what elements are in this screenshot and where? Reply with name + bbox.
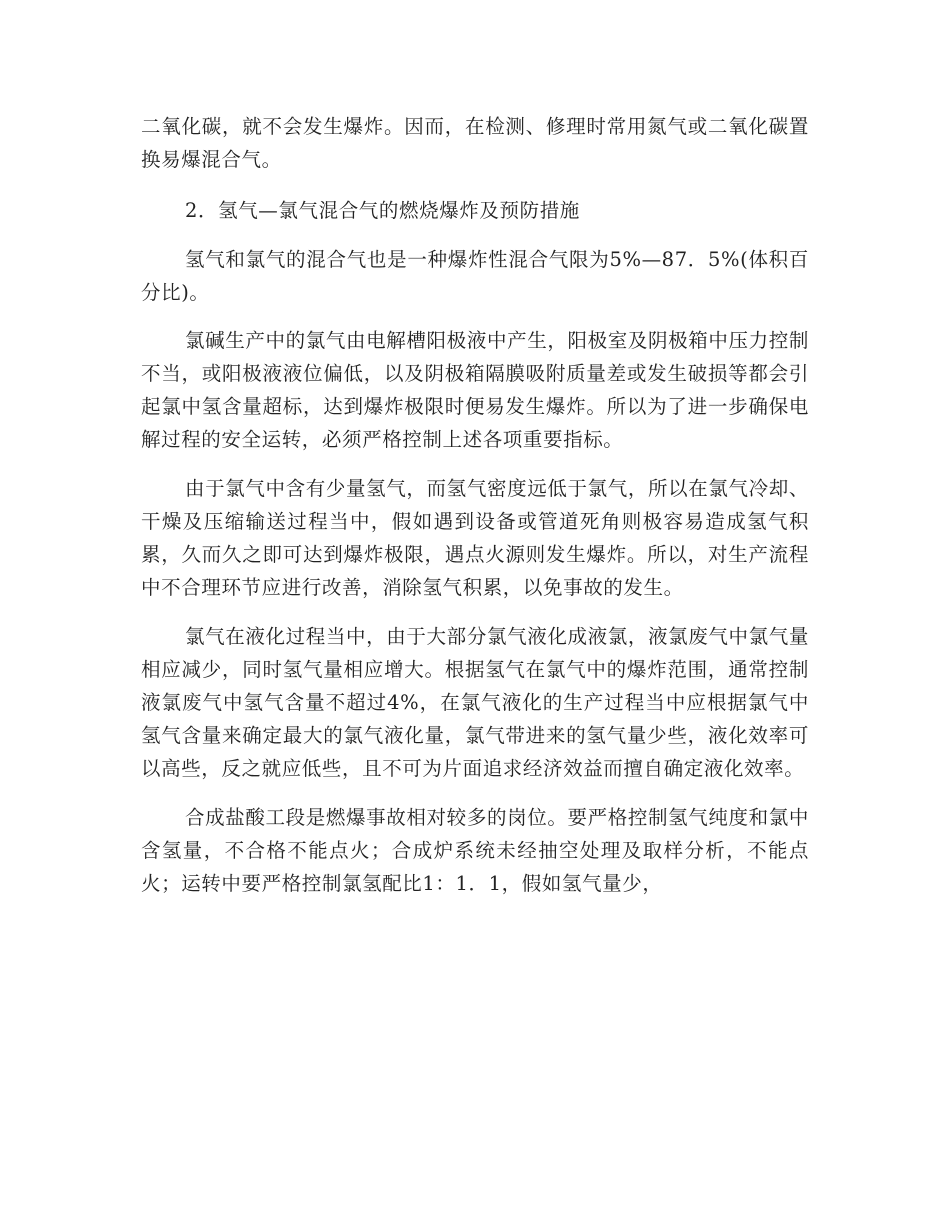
paragraph-hydrochloric-acid: 合成盐酸工段是燃爆事故相对较多的岗位。要严格控制氢气纯度和氯中含氢量，不合格不能点火；合成炉系统未经抽空处理及取样分析，不能点火；运转中要严格控制氯氢配比1：1．1，假如氢气量少， <box>141 806 809 895</box>
paragraph-explosive-limits: 氢气和氯气的混合气也是一种爆炸性混合气限为5%—87．5%(体积百分比)。 <box>141 248 809 304</box>
document-page <box>141 110 809 900</box>
section-heading-hydrogen-chlorine: 2．氢气—氯气混合气的燃烧爆炸及预防措施 <box>185 199 580 222</box>
paragraph-co2-replacement: 二氧化碳，就不会发生爆炸。因而，在检测、修理时常用氮气或二氧化碳置换易爆混合气。 <box>141 115 809 171</box>
paragraph-electrolysis-control: 氯碱生产中的氯气由电解槽阳极液中产生，阳极室及阴极箱中压力控制不当，或阳极液液位偏低，以及阴极箱隔膜吸附质量差或发生破损等都会引起氯中氢含量超标，达到爆炸极限时便易发生爆炸。所以为了进一步确保电解过程的安全运转，必须严格控制上述各项重要指标。 <box>141 329 809 451</box>
paragraph-liquefaction: 氯气在液化过程当中，由于大部分氯气液化成液氯，液氯废气中氯气量相应减少，同时氢气量相应增大。根据氢气在氯气中的爆炸范围，通常控制液氯废气中氢气含量不超过4%，在氯气液化的生产过程当中应根据氯气中氢气含量来确定最大的氯气液化量，氯气带进来的氢气量少些，液化效率可以高些，反之就应低些，且不可为片面追求经济效益而擅自确定液化效率。 <box>141 625 809 780</box>
paragraph-hydrogen-accumulation: 由于氯气中含有少量氢气，而氢气密度远低于氯气，所以在氯气冷却、干燥及压缩输送过程当中，假如遇到设备或管道死角则极容易造成氢气积累，久而久之即可达到爆炸极限，遇点火源则发生爆炸。所以，对生产流程中不合理环节应进行改善，消除氢气积累，以免事故的发生。 <box>141 477 809 599</box>
